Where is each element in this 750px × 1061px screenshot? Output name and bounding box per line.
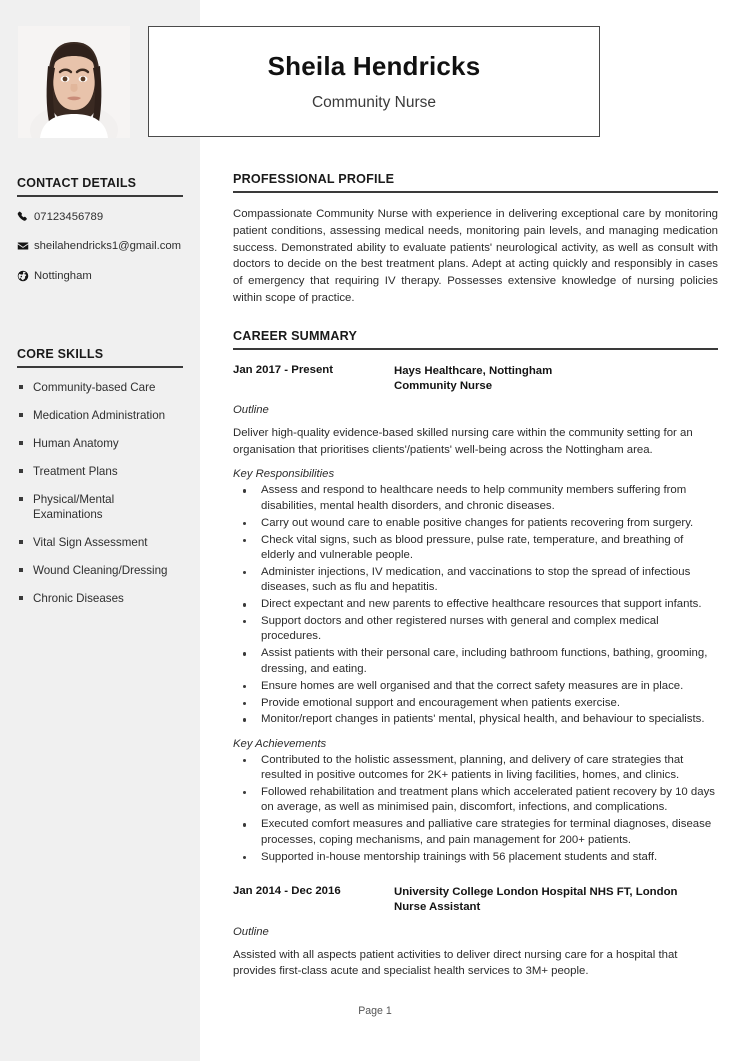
responsibilities-list bbox=[233, 483, 718, 727]
portrait-image bbox=[18, 26, 130, 138]
job-title: Community Nurse bbox=[394, 379, 493, 392]
outline-label: Outline bbox=[233, 925, 269, 938]
job-identity bbox=[394, 885, 718, 916]
list-item: Physical/Mental Examinations bbox=[17, 492, 183, 523]
list-item: Executed comfort measures and palliative care strategies for terminal diagnoses, disease processes, coping mechanisms, and pain management for 200+ patients. bbox=[233, 817, 718, 848]
list-item: Direct expectant and new parents to effective healthcare resources that support infants. bbox=[233, 597, 718, 612]
job-title: Nurse Assistant bbox=[394, 901, 481, 914]
name-header-box bbox=[148, 26, 600, 137]
job-identity bbox=[394, 364, 718, 395]
list-item: Assist patients with their personal care, including bathroom functions, bathing, grooming, dressing, and eating. bbox=[233, 646, 718, 677]
professional-profile-text: Compassionate Community Nurse with experience in delivering exceptional care by monitoring patient conditions, assessing medical needs, monitoring pain levels, and managing medication success. Demonstrated ability to evaluate patients' neurological activity, as well as consult with doctors to decide on the best treatment plans. Adept at acting quickly and responsibly in cases of emergency that requiring IV therapy. Possesses extensive knowledge of nursing policies within scope of practice. bbox=[233, 208, 718, 304]
professional-profile-heading: PROFESSIONAL PROFILE bbox=[233, 172, 718, 193]
contact-details-section bbox=[17, 176, 183, 298]
job-entry bbox=[233, 364, 718, 865]
core-skills-heading: CORE SKILLS bbox=[17, 347, 183, 368]
contact-details-heading: CONTACT DETAILS bbox=[17, 176, 183, 197]
contact-email-value: sheilahendricks1@gmail.com bbox=[34, 240, 182, 253]
contact-list bbox=[17, 210, 183, 284]
list-item: Supported in-house mentorship trainings with 56 placement students and staff. bbox=[233, 850, 718, 865]
contact-item-location bbox=[17, 269, 183, 284]
achievements-label: Key Achievements bbox=[233, 737, 327, 750]
candidate-role: Community Nurse bbox=[311, 94, 437, 111]
career-summary-heading: CAREER SUMMARY bbox=[233, 329, 718, 350]
job-dates: Jan 2014 - Dec 2016 bbox=[233, 885, 341, 898]
list-item: Monitor/report changes in patients' mental, physical health, and behaviour to specialists. bbox=[233, 712, 718, 727]
achievements-list bbox=[233, 753, 718, 865]
phone-icon bbox=[17, 210, 34, 223]
professional-profile-section bbox=[233, 172, 718, 307]
list-item: Medication Administration bbox=[17, 408, 183, 423]
contact-phone-value: 07123456789 bbox=[34, 211, 104, 223]
envelope-icon bbox=[17, 239, 34, 252]
outline-text: Assisted with all aspects patient activities to deliver direct nursing care for a hospital that provides first-class acute and specialist health services to 3M+ people. bbox=[233, 948, 678, 978]
list-item: Administer injections, IV medication, and vaccinations to stop the spread of infectious diseases, such as flu and hepatitis. bbox=[233, 565, 718, 596]
contact-item-phone bbox=[17, 210, 183, 225]
spacer bbox=[233, 307, 718, 329]
career-summary-section bbox=[233, 329, 718, 980]
main-content bbox=[233, 172, 718, 980]
list-item: Human Anatomy bbox=[17, 436, 183, 451]
list-item: Support doctors and other registered nurses with general and complex medical procedures. bbox=[233, 614, 718, 645]
job-employer: Hays Healthcare, Nottingham bbox=[394, 364, 553, 377]
candidate-name: Sheila Hendricks bbox=[267, 51, 481, 81]
contact-item-email bbox=[17, 239, 183, 254]
globe-icon bbox=[17, 269, 34, 282]
job-dates: Jan 2017 - Present bbox=[233, 363, 334, 376]
list-item: Followed rehabilitation and treatment plans which accelerated patient recovery by 10 days on average, as well as minimised pain, discomfort, infections, and complications. bbox=[233, 785, 718, 816]
list-item: Vital Sign Assessment bbox=[17, 535, 183, 550]
list-item: Ensure homes are well organised and that the correct safety measures are in place. bbox=[233, 679, 718, 694]
page-number: Page 1 bbox=[358, 1005, 392, 1017]
outline-text: Deliver high-quality evidence-based skilled nursing care within the community setting for an organisation that prioritises clients'/patients' well-being across the Nottingham area. bbox=[233, 427, 693, 456]
list-item: Assess and respond to healthcare needs to help community members suffering from disabilities, mental health disorders, and chronic diseases. bbox=[233, 483, 718, 514]
avatar bbox=[18, 26, 130, 138]
outline-label: Outline bbox=[233, 404, 269, 417]
list-item: Community-based Care bbox=[17, 380, 183, 395]
responsibilities-label: Key Responsibilities bbox=[233, 468, 335, 481]
list-item: Chronic Diseases bbox=[17, 591, 183, 606]
list-item: Check vital signs, such as blood pressure, pulse rate, temperature, and breathing of elderly and vulnerable people. bbox=[233, 533, 718, 564]
core-skills-section bbox=[17, 347, 183, 619]
job-header bbox=[233, 364, 718, 395]
contact-location-value: Nottingham bbox=[34, 269, 92, 282]
job-employer: University College London Hospital NHS FT, London bbox=[394, 886, 678, 899]
list-item: Carry out wound care to enable positive changes for patients recovering from surgery. bbox=[233, 516, 718, 531]
job-entry bbox=[233, 885, 718, 980]
list-item: Wound Cleaning/Dressing bbox=[17, 563, 183, 578]
job-header bbox=[233, 885, 718, 916]
list-item: Provide emotional support and encouragement when patients exercise. bbox=[233, 696, 718, 711]
core-skills-list bbox=[17, 380, 183, 606]
list-item: Treatment Plans bbox=[17, 464, 183, 479]
list-item: Contributed to the holistic assessment, planning, and delivery of care strategies that resulted in positive outcomes for 2K+ patients in living facilities, homes, and clinics. bbox=[233, 753, 718, 784]
